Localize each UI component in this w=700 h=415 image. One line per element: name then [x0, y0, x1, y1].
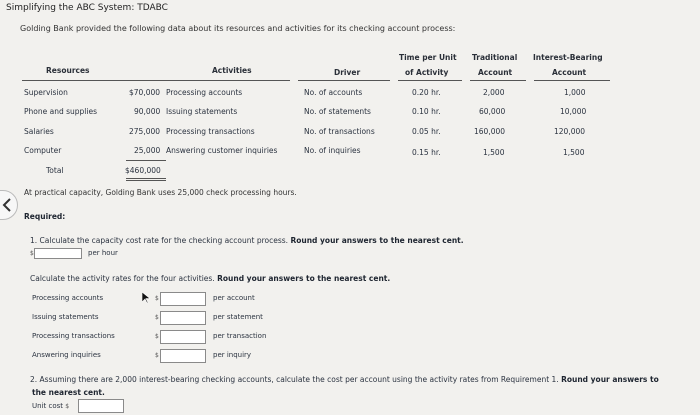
row-activity: Processing accounts [166, 88, 243, 97]
row-interest: 120,000 [554, 127, 586, 136]
rate-answering-inquiries-input[interactable] [160, 349, 206, 363]
mouse-cursor-icon [142, 292, 150, 304]
header-rule-driver [298, 80, 390, 81]
activity-rate-currency: $ [155, 314, 159, 321]
activity-rate-unit: per account [213, 294, 255, 302]
header-traditional-line2: Account [478, 68, 513, 77]
header-time-line2: of Activity [405, 68, 449, 77]
activity-rate-unit: per statement [213, 313, 263, 321]
q1-unit: per hour [88, 249, 118, 257]
row-activity: Issuing statements [166, 107, 238, 116]
activity-rate-label: Issuing statements [32, 313, 99, 321]
row-resource: Phone and supplies [24, 107, 97, 116]
row-traditional: 60,000 [479, 107, 506, 116]
capacity-note: At practical capacity, Golding Bank uses 25,000 check processing hours. [24, 188, 297, 197]
activity-rate-label: Processing accounts [32, 294, 104, 302]
unit-cost-input[interactable] [78, 399, 124, 413]
previous-button[interactable] [0, 190, 18, 220]
unit-cost-label [32, 402, 69, 410]
question-1-text: 1. Calculate the capacity cost rate for the checking account process. [30, 236, 289, 245]
rate-processing-accounts-input[interactable] [160, 292, 206, 306]
activity-rate-currency: $ [155, 333, 159, 340]
question-1 [30, 236, 464, 245]
row-amount: 25,000 [134, 146, 161, 155]
row-traditional: 160,000 [474, 127, 506, 136]
activity-rates-text: Calculate the activity rates for the four activities. [30, 274, 215, 283]
row-time: 0.05 hr. [412, 127, 441, 136]
row-driver: No. of transactions [304, 127, 375, 136]
activity-rate-label: Processing transactions [32, 332, 115, 340]
row-time: 0.10 hr. [412, 107, 441, 116]
rate-issuing-statements-input[interactable] [160, 311, 206, 325]
header-activities: Activities [212, 66, 252, 75]
row-resource: Computer [24, 146, 62, 155]
header-traditional-line1: Traditional [472, 53, 518, 62]
row-activity: Answering customer inquiries [166, 146, 278, 155]
question-2 [30, 375, 659, 384]
activity-rates-prompt [30, 274, 390, 283]
rate-processing-transactions-input[interactable] [160, 330, 206, 344]
page-title: Simplifying the ABC System: TDABC [6, 3, 168, 13]
row-driver: No. of inquiries [304, 146, 361, 155]
row-time: 0.20 hr. [412, 88, 441, 97]
row-amount: 90,000 [134, 107, 161, 116]
activity-rate-unit: per inquiry [213, 351, 252, 359]
activity-rate-label: Answering inquiries [32, 351, 101, 359]
header-driver: Driver [334, 68, 361, 77]
row-resource: Supervision [24, 88, 68, 97]
activity-rate-unit: per transaction [213, 332, 267, 340]
intro-text: Golding Bank provided the following data about its resources and activities for its checking account process: [20, 24, 456, 33]
total-label: Total [46, 166, 64, 175]
row-traditional: 1,500 [483, 148, 505, 157]
header-time-line1: Time per Unit [399, 53, 457, 62]
header-rule-traditional [470, 80, 526, 81]
header-interest-line2: Account [552, 68, 587, 77]
chevron-left-icon [2, 198, 12, 212]
row-activity: Processing transactions [166, 127, 255, 136]
total-rule-bottom-2 [126, 180, 166, 181]
q1-currency: $ [30, 250, 34, 257]
activity-rates-instruction: Round your answers to the nearest cent. [217, 274, 391, 283]
header-rule-resources [22, 80, 290, 81]
question-2-text: 2. Assuming there are 2,000 interest-bearing checking accounts, calculate the cost per account using the activity rates from Requirement 1. [30, 375, 559, 384]
question-2-continued [32, 388, 105, 397]
total-rule-top [126, 160, 166, 161]
unit-cost-text: Unit cost [32, 402, 63, 410]
total-value: $460,000 [125, 166, 161, 175]
header-resources: Resources [46, 66, 90, 75]
unit-cost-currency: $ [65, 403, 70, 410]
header-interest-line1: Interest-Bearing [533, 53, 603, 62]
row-time: 0.15 hr. [412, 148, 441, 157]
question-2-instruction-1: Round your answers to [561, 375, 659, 384]
row-driver: No. of accounts [304, 88, 363, 97]
question-1-instruction: Round your answers to the nearest cent. [290, 236, 464, 245]
row-driver: No. of statements [304, 107, 371, 116]
total-rule-bottom-1 [126, 178, 166, 179]
row-resource: Salaries [24, 127, 54, 136]
row-interest: 10,000 [560, 107, 587, 116]
row-traditional: 2,000 [483, 88, 505, 97]
activity-rate-currency: $ [155, 295, 159, 302]
row-amount: 275,000 [129, 127, 161, 136]
row-interest: 1,000 [564, 88, 586, 97]
row-interest: 1,500 [563, 148, 585, 157]
capacity-cost-rate-input[interactable] [34, 248, 82, 259]
activity-rate-currency: $ [155, 352, 159, 359]
header-rule-interest [534, 80, 610, 81]
required-heading: Required: [24, 212, 66, 221]
row-amount: $70,000 [129, 88, 161, 97]
question-2-instruction-2: the nearest cent. [32, 388, 105, 397]
header-rule-time [398, 80, 462, 81]
